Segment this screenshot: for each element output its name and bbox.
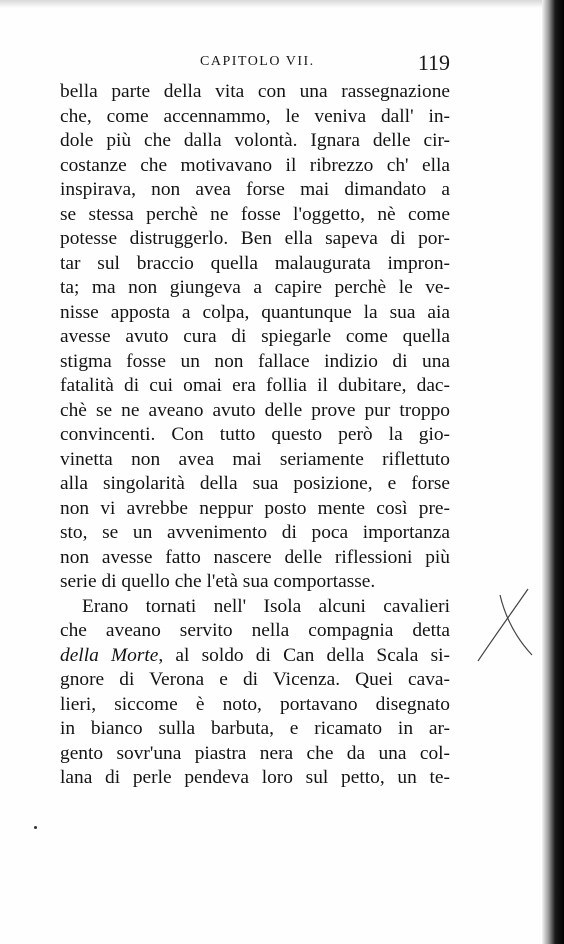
page-number: 119 [417, 50, 450, 75]
text-line: convincenti. Con tutto questo però la gio- [60, 424, 450, 445]
text-line: tar sul braccio quella malaugurata impron- [60, 252, 450, 274]
text-line: serie di quello che l'età sua comportasse. [60, 571, 376, 592]
italic-phrase: della Morte [60, 644, 159, 666]
page-header [60, 52, 450, 80]
text-line: in bianco sulla barbuta, e ricamato in ar- [60, 718, 450, 739]
text-line: Erano tornati nell' Isola alcuni cavalieri [82, 595, 450, 617]
text-line: non vi avrebbe neppur posto mente così pre- [60, 497, 450, 519]
pencil-cross-mark [470, 585, 540, 665]
text-line: che aveano servito nella compagnia detta [60, 620, 450, 641]
text-line: che, come accennammo, le veniva dall' in- [60, 105, 450, 127]
paragraph-1 [60, 80, 450, 595]
text-line: costanze che motivavano il ribrezzo ch' ella [60, 154, 450, 176]
ink-speck [34, 826, 37, 829]
text-line: fatalità di cui omai era follia il dubitare, dac- [60, 375, 450, 396]
text-line: bella parte della vita con una rassegnazione [60, 81, 450, 102]
text-line: sto, se un avvenimento di poca importanza [60, 522, 450, 543]
body-text [60, 80, 450, 791]
text-line: alla singolarità della sua posizione, e forse [60, 473, 450, 494]
text-line: nisse apposta a colpa, quantunque la sua aia [60, 301, 450, 323]
text-line: gento sovr'una piastra nera che da una col- [60, 742, 450, 764]
running-head: CAPITOLO VII. [200, 54, 315, 69]
text-line: non avesse fatto nascere delle riflessioni più [60, 546, 450, 568]
paragraph-2 [60, 595, 450, 791]
text-line: stigma fosse un non fallace indizio di una [60, 350, 450, 372]
text-line: se stessa perchè ne fosse l'oggetto, nè come [60, 203, 450, 225]
text-line: chè se ne aveano avuto delle prove pur troppo [60, 399, 450, 421]
text-line: avesse avuto cura di spiegarle come quella [60, 326, 450, 347]
text-line: lieri, siccome è noto, portavano disegnato [60, 693, 450, 715]
text-line: inspirava, non avea forse mai dimandato a [60, 179, 450, 200]
scan-top-edge [0, 0, 564, 8]
text-fragment: , al soldo di Can della Scala si- [158, 644, 450, 666]
text-line: lana di perle pendeva loro sul petto, un te- [60, 767, 450, 788]
text-line: gnore di Verona e di Vicenza. Quei cava- [60, 669, 450, 690]
text-line: potesse distruggerlo. Ben ella sapeva di por- [60, 228, 450, 249]
text-line: ta; ma non giungeva a capire perchè le ve- [60, 277, 450, 298]
text-line: dole più che dalla volontà. Ignara delle cir- [60, 130, 450, 151]
text-line: vinetta non avea mai seriamente riflettuto [60, 448, 450, 470]
scan-binding-edge [542, 0, 564, 944]
text-line [60, 644, 450, 669]
